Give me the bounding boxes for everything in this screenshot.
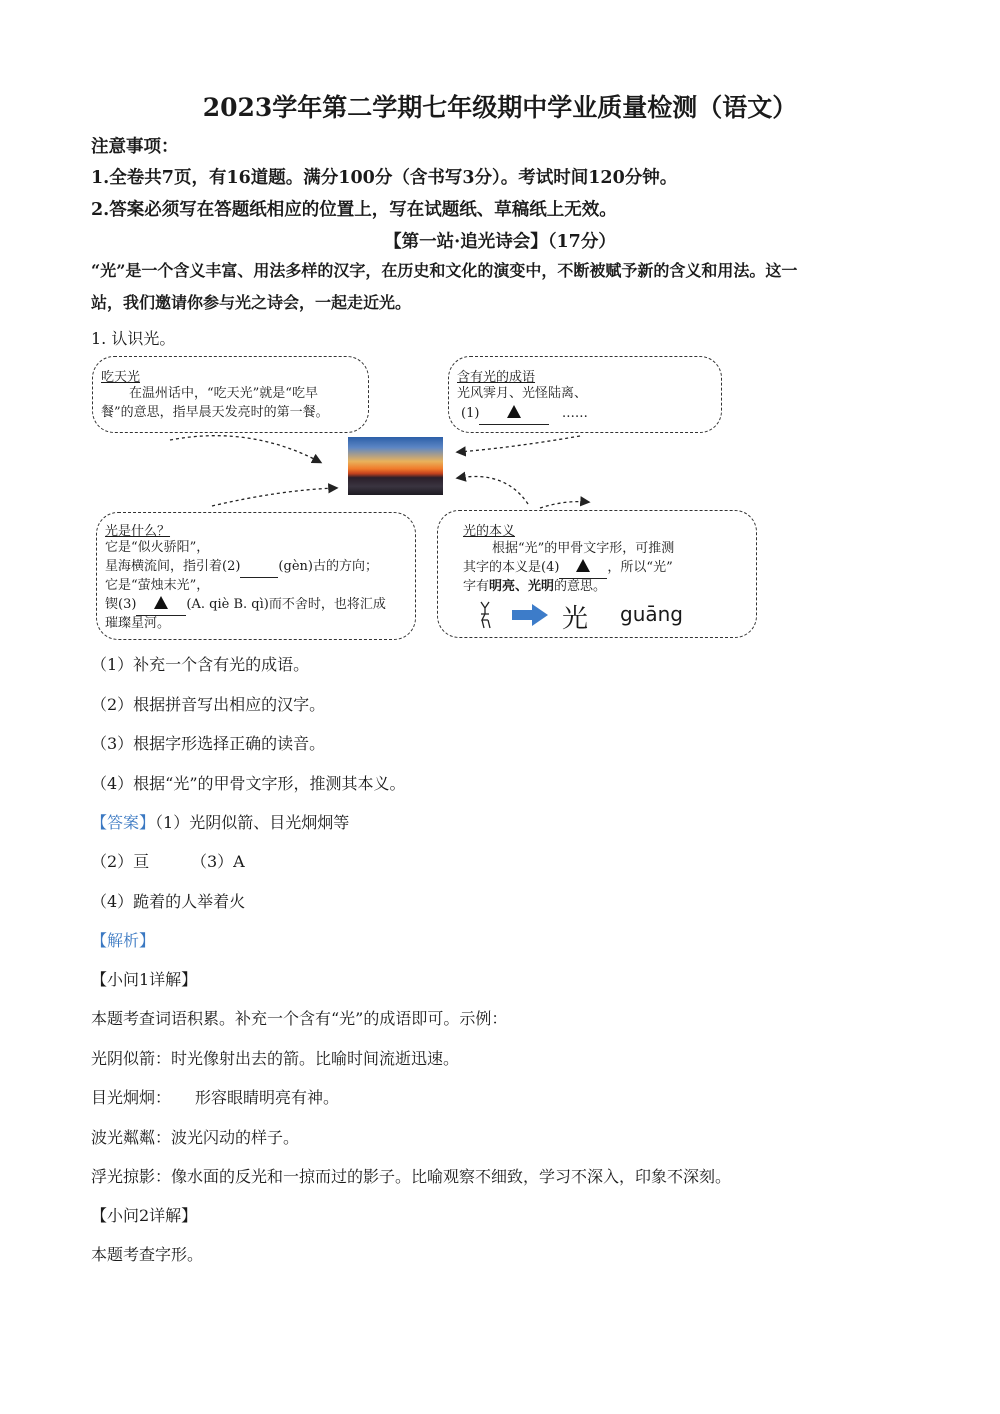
sub-question-1: （1）补充一个含有光的成语。 xyxy=(91,655,310,674)
box-what-line4-a: 锲(3) xyxy=(105,597,137,612)
blank-3[interactable] xyxy=(136,595,186,616)
box-meaning-line2-b: ，所以“光” xyxy=(607,560,673,575)
answer-tag: 【答案】 xyxy=(91,813,156,832)
section-intro-line1: “光”是一个含义丰富、用法多样的汉字，在历史和文化的演变中，不断被赋予新的含义和用法。这一 xyxy=(91,261,798,280)
sunset-image xyxy=(348,437,443,495)
section-intro-line2: 站，我们邀请你参与光之诗会，一起走近光。 xyxy=(91,293,412,312)
analysis-q2-head: 【小问2详解】 xyxy=(91,1206,198,1225)
box-idioms-line2 xyxy=(461,404,588,425)
oracle-bone-glyph-icon xyxy=(478,600,492,630)
analysis-example-2-term: 目光炯炯： xyxy=(91,1088,172,1107)
analysis-q1-body: 本题考查词语积累。补充一个含有“光”的成语即可。示例： xyxy=(91,1009,508,1028)
blank-1[interactable] xyxy=(479,404,549,425)
character-guang: 光 xyxy=(562,604,589,634)
box-what-line2 xyxy=(105,557,378,578)
box-idioms xyxy=(448,356,722,433)
box-meaning-line2 xyxy=(463,558,673,579)
box-meaning-line3-c: 的意思。 xyxy=(554,579,607,594)
box-what-is-light xyxy=(96,512,416,640)
box-idioms-line1: 光风霁月、光怪陆离、 xyxy=(457,386,588,401)
box-meaning-line3-a: 字有 xyxy=(463,579,490,594)
box-what-line3: 它是“萤烛末光”， xyxy=(105,578,210,593)
box-chitianguang-title: 吃天光 xyxy=(101,370,141,385)
box-chitianguang-line2: 餐”的意思，指早晨天发亮时的第一餐。 xyxy=(101,405,329,420)
sub-question-4: （4）根据“光”的甲骨文字形，推测其本义。 xyxy=(91,774,406,793)
arrow-from-meaning xyxy=(458,476,528,504)
box-chitianguang xyxy=(92,356,369,433)
section-title: 【第一站·追光诗会】（17分） xyxy=(384,232,616,252)
answer-3: （3）A xyxy=(191,852,245,871)
box-what-line4-b: (A. qiè B. qì)而不舍时，也将汇成 xyxy=(186,597,386,612)
right-arrow-icon xyxy=(512,604,548,626)
analysis-q1-head: 【小问1详解】 xyxy=(91,970,198,989)
question-1-label: 1. 认识光。 xyxy=(91,329,176,348)
answer-1: （1）光阴似箭、目光炯炯等 xyxy=(155,813,350,832)
arrow-from-chitianguang xyxy=(170,436,320,462)
box-what-title: 光是什么？ xyxy=(105,524,171,539)
analysis-tag: 【解析】 xyxy=(91,931,156,950)
box-meaning-line1: 根据“光”的甲骨文字形，可推测 xyxy=(492,541,675,556)
box-meaning-title: 光的本义 xyxy=(463,524,516,539)
analysis-example-1: 光阴似箭：时光像射出去的箭。比喻时间流逝迅速。 xyxy=(91,1049,460,1068)
analysis-example-2-def: 形容眼睛明亮有神。 xyxy=(195,1088,340,1107)
blank-2[interactable] xyxy=(240,557,278,578)
box-meaning-line2-a: 其字的本义是(4) xyxy=(463,560,560,575)
blank-1-label: (1) xyxy=(461,406,480,421)
answer-line-1 xyxy=(91,810,349,833)
page-title: 2023学年第二学期七年级期中学业质量检测（语文） xyxy=(202,93,798,122)
box-what-line5: 璀璨星河。 xyxy=(105,616,171,631)
analysis-example-4: 浮光掠影：像水面的反光和一掠而过的影子。比喻观察不细致，学习不深入，印象不深刻。 xyxy=(91,1167,732,1186)
box-what-line1: 它是“似火骄阳”， xyxy=(105,540,210,555)
arrow-from-idioms xyxy=(458,436,580,452)
box-idioms-ellipsis: …… xyxy=(561,406,588,421)
sub-question-3: （3）根据字形选择正确的读音。 xyxy=(91,734,326,753)
notes-heading: 注意事项： xyxy=(91,137,179,157)
triangle-icon xyxy=(507,405,521,418)
answer-2: （2）亘 xyxy=(91,852,150,871)
arrow-into-meaning xyxy=(540,502,588,508)
blank-4[interactable] xyxy=(559,558,607,579)
box-chitianguang-line1: 在温州话中，“吃天光”就是“吃早 xyxy=(129,386,318,401)
sub-question-2: （2）根据拼音写出相应的汉字。 xyxy=(91,695,326,714)
analysis-q2-body: 本题考查字形。 xyxy=(91,1245,204,1264)
box-meaning-line3-bold: 明亮、光明 xyxy=(489,579,555,594)
box-what-line2-a: 星海横流间，指引着(2) xyxy=(105,559,241,574)
triangle-icon xyxy=(154,596,168,609)
arrow-from-what xyxy=(212,488,336,506)
analysis-example-2 xyxy=(91,1085,339,1108)
box-idioms-title: 含有光的成语 xyxy=(457,370,536,385)
triangle-icon xyxy=(576,559,590,572)
box-meaning-line3 xyxy=(463,577,606,597)
pinyin-guang: guāng xyxy=(620,602,683,626)
box-what-line4 xyxy=(105,595,386,616)
analysis-example-3: 波光粼粼：波光闪动的样子。 xyxy=(91,1128,300,1147)
box-what-line2-b: (gèn)古的方向； xyxy=(278,559,378,574)
notes-item-1: 1.全卷共7页，有16道题。满分100分（含书写3分）。考试时间120分钟。 xyxy=(91,168,678,188)
notes-item-2: 2.答案必须写在答题纸相应的位置上，写在试题纸、草稿纸上无效。 xyxy=(91,200,617,220)
answer-4: （4）跪着的人举着火 xyxy=(91,892,246,911)
